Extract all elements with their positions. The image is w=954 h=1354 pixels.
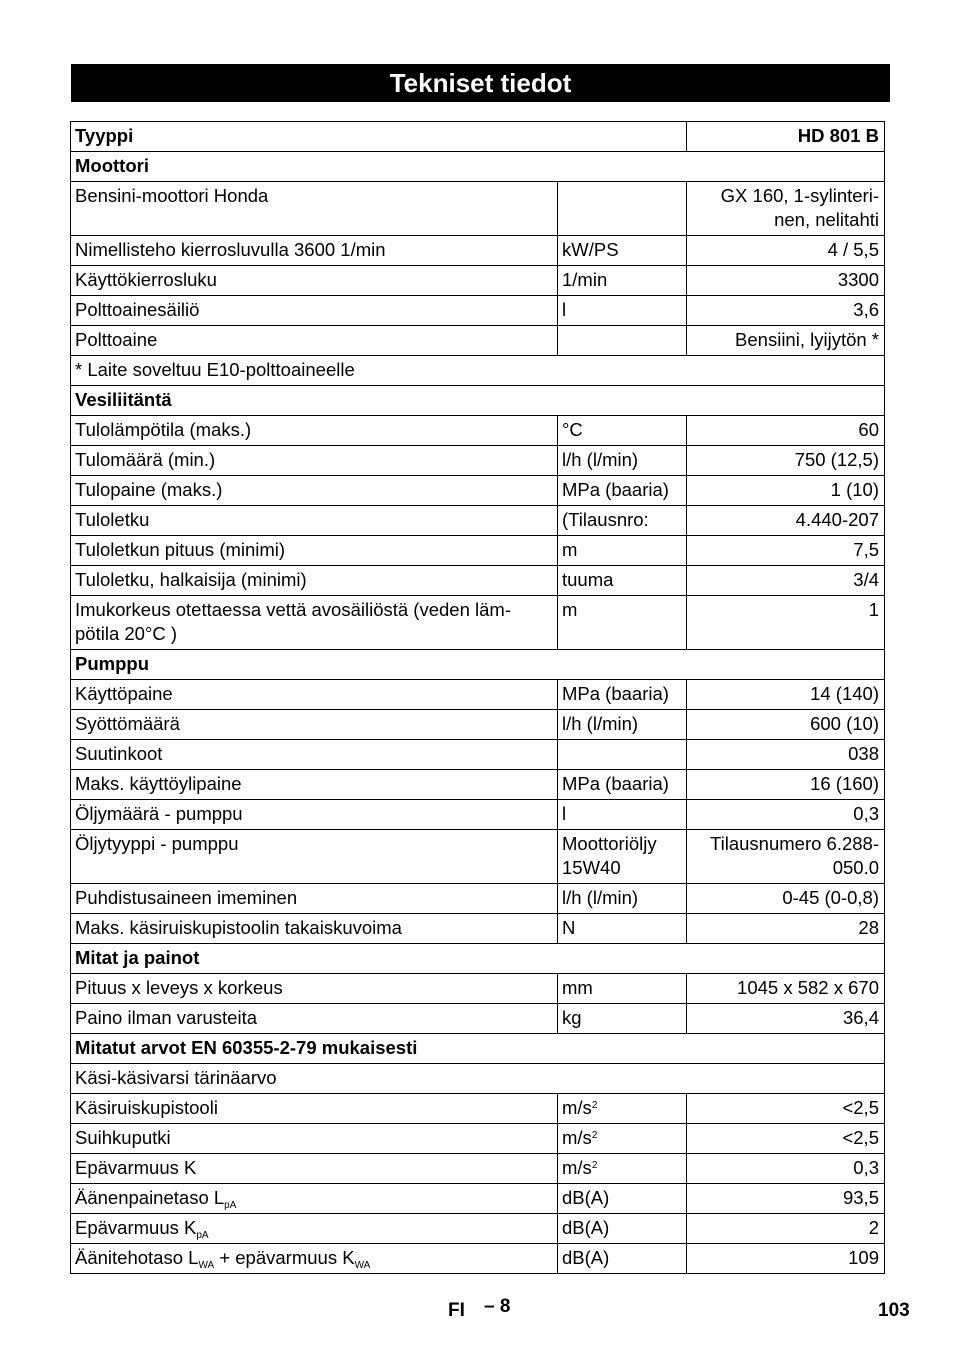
row-unit: kW/PS [558, 236, 687, 266]
row-unit [558, 1154, 687, 1184]
page-title: Tekniset tiedot [71, 64, 890, 102]
row-value: 16 (160) [687, 770, 885, 800]
table-row [71, 710, 885, 740]
row-unit: m [558, 536, 687, 566]
row-unit: l/h (l/min) [558, 710, 687, 740]
table-row [71, 566, 885, 596]
row-value: <2,5 [687, 1124, 885, 1154]
row-label: Syöttömäärä [71, 710, 558, 740]
row-unit: l [558, 800, 687, 830]
row-value: 1 (10) [687, 476, 885, 506]
row-value: 600 (10) [687, 710, 885, 740]
subscript: WA [198, 1260, 215, 1271]
subscript: pA [196, 1230, 209, 1241]
row-value: 3/4 [687, 566, 885, 596]
section-heading-row [71, 386, 885, 416]
unit-text: m/s [562, 1127, 592, 1148]
row-value: 4.440-207 [687, 506, 885, 536]
row-unit: kg [558, 1004, 687, 1034]
superscript: 2 [591, 1100, 598, 1111]
row-value: 3300 [687, 266, 885, 296]
row-unit: dB(A) [558, 1214, 687, 1244]
row-value: 93,5 [687, 1184, 885, 1214]
row-label: Bensini-moottori Honda [71, 182, 558, 236]
row-label: Öljytyyppi - pumppu [71, 830, 558, 884]
footer-language: FI [448, 1300, 465, 1321]
row-label: Pituus x leveys x korkeus [71, 974, 558, 1004]
row-unit: l [558, 296, 687, 326]
table-row [71, 596, 885, 650]
row-label: Tulolämpötila (maks.) [71, 416, 558, 446]
table-row [71, 326, 885, 356]
table-row [71, 536, 885, 566]
superscript: 2 [591, 1130, 598, 1141]
row-unit: dB(A) [558, 1184, 687, 1214]
table-row [71, 1244, 885, 1274]
row-unit: (Tilausnro: [558, 506, 687, 536]
row-label [71, 1184, 558, 1214]
row-label: Suutinkoot [71, 740, 558, 770]
row-label: Tuloletku [71, 506, 558, 536]
row-value: Bensiini, lyijytön * [687, 326, 885, 356]
table-row [71, 236, 885, 266]
note-text: * Laite soveltuu E10-polttoaineelle [71, 356, 885, 386]
section-heading: Mitatut arvot EN 60355-2-79 mukaisesti [71, 1034, 885, 1064]
label-text: Äänitehotaso L [75, 1247, 199, 1268]
row-value: 038 [687, 740, 885, 770]
row-value: 109 [687, 1244, 885, 1274]
row-unit [558, 182, 687, 236]
table-row [71, 296, 885, 326]
row-unit [558, 1124, 687, 1154]
specs-table [70, 121, 885, 1274]
subscript: WA [354, 1260, 371, 1271]
row-label: Suihkuputki [71, 1124, 558, 1154]
row-unit: tuuma [558, 566, 687, 596]
row-value: 750 (12,5) [687, 446, 885, 476]
row-unit: m [558, 596, 687, 650]
table-row [71, 800, 885, 830]
row-label: Polttoainesäiliö [71, 296, 558, 326]
row-value: 1 [687, 596, 885, 650]
row-label: Tulomäärä (min.) [71, 446, 558, 476]
model-name: HD 801 B [687, 122, 885, 152]
row-value: 0,3 [687, 800, 885, 830]
row-unit: mm [558, 974, 687, 1004]
label-text: Epävarmuus K [75, 1217, 197, 1238]
row-unit: l/h (l/min) [558, 884, 687, 914]
type-label: Tyyppi [71, 122, 687, 152]
row-label: Käyttöpaine [71, 680, 558, 710]
row-label: Tuloletku, halkaisija (minimi) [71, 566, 558, 596]
row-unit: MPa (baaria) [558, 680, 687, 710]
section-heading-row [71, 1034, 885, 1064]
label-text: + epävarmuus K [214, 1247, 355, 1268]
footer-page-number: 103 [878, 1300, 910, 1321]
row-value: 60 [687, 416, 885, 446]
table-row [71, 740, 885, 770]
note-row [71, 356, 885, 386]
row-unit [558, 1094, 687, 1124]
table-row [71, 884, 885, 914]
table-row [71, 770, 885, 800]
table-row [71, 1004, 885, 1034]
row-unit: Moottoriöljy 15W40 [558, 830, 687, 884]
unit-text: m/s [562, 1157, 592, 1178]
table-header-row [71, 122, 885, 152]
section-heading: Moottori [71, 152, 885, 182]
section-heading: Pumppu [71, 650, 885, 680]
row-label: Nimellisteho kierrosluvulla 3600 1/min [71, 236, 558, 266]
table-row [71, 1154, 885, 1184]
row-label: Imukorkeus otettaessa vettä avosäiliöstä (veden läm-pötila 20°C ) [71, 596, 558, 650]
table-row [71, 476, 885, 506]
row-label: Maks. käsiruiskupistoolin takaiskuvoima [71, 914, 558, 944]
row-unit: MPa (baaria) [558, 476, 687, 506]
row-label: Puhdistusaineen imeminen [71, 884, 558, 914]
row-value: 0-45 (0-0,8) [687, 884, 885, 914]
row-label: Tuloletkun pituus (minimi) [71, 536, 558, 566]
row-value: 14 (140) [687, 680, 885, 710]
row-value: 1045 x 582 x 670 [687, 974, 885, 1004]
note-text: Käsi-käsivarsi tärinäarvo [71, 1064, 885, 1094]
row-value: 7,5 [687, 536, 885, 566]
footer-page-marker: – 8 [484, 1296, 511, 1317]
row-label [71, 1244, 558, 1274]
section-heading: Mitat ja painot [71, 944, 885, 974]
note-row [71, 1064, 885, 1094]
table-row [71, 680, 885, 710]
table-row [71, 266, 885, 296]
table-row [71, 182, 885, 236]
unit-text: m/s [562, 1097, 592, 1118]
row-value: 2 [687, 1214, 885, 1244]
table-row [71, 1184, 885, 1214]
superscript: 2 [591, 1160, 598, 1171]
table-row [71, 1094, 885, 1124]
section-heading-row [71, 944, 885, 974]
row-unit: 1/min [558, 266, 687, 296]
row-unit: °C [558, 416, 687, 446]
table-row [71, 914, 885, 944]
table-row [71, 830, 885, 884]
row-value: 3,6 [687, 296, 885, 326]
subscript: pA [224, 1200, 237, 1211]
row-unit: MPa (baaria) [558, 770, 687, 800]
row-label: Paino ilman varusteita [71, 1004, 558, 1034]
row-value: 0,3 [687, 1154, 885, 1184]
table-row [71, 416, 885, 446]
row-value: <2,5 [687, 1094, 885, 1124]
table-row [71, 446, 885, 476]
row-label: Polttoaine [71, 326, 558, 356]
label-text: Äänenpainetaso L [75, 1187, 225, 1208]
table-row [71, 974, 885, 1004]
row-label: Tulopaine (maks.) [71, 476, 558, 506]
row-label: Käsiruiskupistooli [71, 1094, 558, 1124]
table-row [71, 506, 885, 536]
section-heading: Vesiliitäntä [71, 386, 885, 416]
row-label: Käyttökierrosluku [71, 266, 558, 296]
row-label [71, 1214, 558, 1244]
row-value: GX 160, 1-sylinteri-nen, nelitahti [687, 182, 885, 236]
table-row [71, 1214, 885, 1244]
row-label: Epävarmuus K [71, 1154, 558, 1184]
table-row [71, 1124, 885, 1154]
section-heading-row [71, 152, 885, 182]
row-unit: l/h (l/min) [558, 446, 687, 476]
row-value: 28 [687, 914, 885, 944]
row-value: 36,4 [687, 1004, 885, 1034]
row-unit [558, 740, 687, 770]
section-heading-row [71, 650, 885, 680]
row-unit [558, 326, 687, 356]
row-unit: N [558, 914, 687, 944]
row-value: Tilausnumero 6.288-050.0 [687, 830, 885, 884]
row-label: Öljymäärä - pumppu [71, 800, 558, 830]
row-unit: dB(A) [558, 1244, 687, 1274]
row-value: 4 / 5,5 [687, 236, 885, 266]
row-label: Maks. käyttöylipaine [71, 770, 558, 800]
